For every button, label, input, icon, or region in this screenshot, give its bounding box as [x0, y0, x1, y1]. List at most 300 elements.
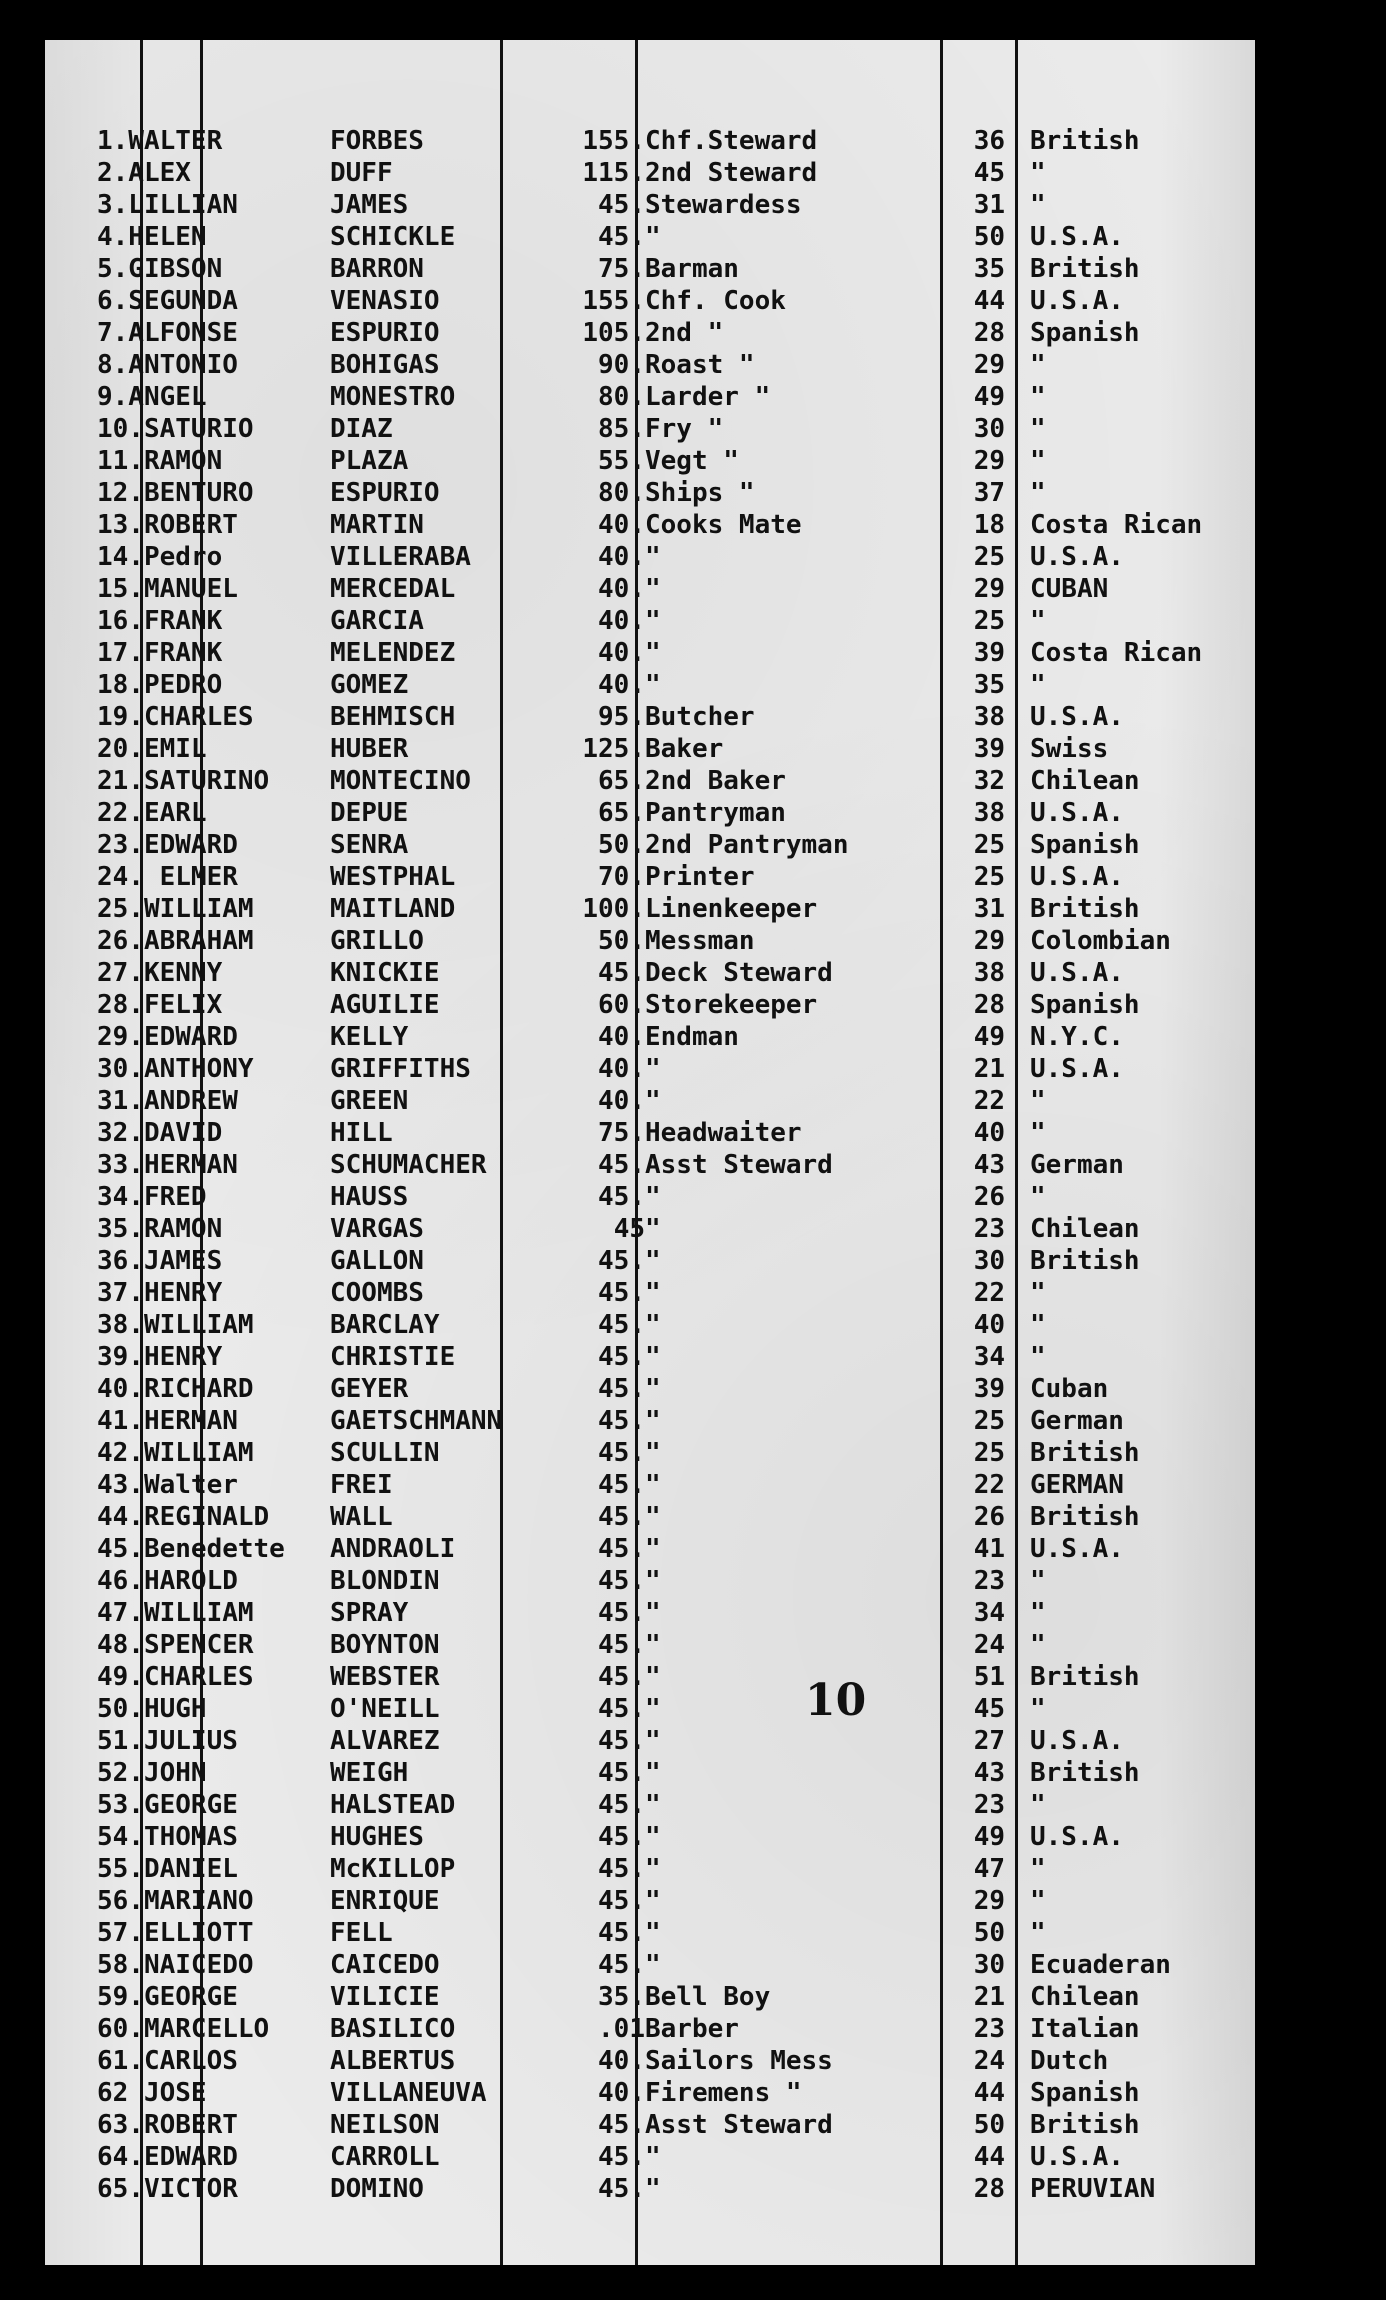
crew-row: [45, 1085, 1255, 1117]
age: 45: [973, 1694, 1005, 1724]
crew-row: [45, 925, 1255, 957]
nationality: U.S.A.: [1030, 1054, 1124, 1084]
nationality: U.S.A.: [1030, 702, 1124, 732]
last-name: MARTIN: [330, 510, 424, 540]
crew-row: [45, 989, 1255, 1021]
position: ": [645, 1598, 661, 1628]
crew-row: [45, 285, 1255, 317]
first-name: 58.NAICEDO: [97, 1950, 254, 1980]
first-name: 8.ANTONIO: [97, 350, 238, 380]
position: ": [645, 1054, 661, 1084]
wage: 40.: [598, 542, 645, 572]
first-name: 56.MARIANO: [97, 1886, 254, 1916]
age: 39: [973, 734, 1005, 764]
crew-row: [45, 125, 1255, 157]
document-page: [45, 40, 1255, 2265]
position: ": [645, 1502, 661, 1532]
crew-row: [45, 861, 1255, 893]
crew-row: [45, 189, 1255, 221]
age: 28: [973, 990, 1005, 1020]
last-name: VENASIO: [330, 286, 440, 316]
wage: 45.: [598, 1662, 645, 1692]
nationality: U.S.A.: [1030, 1534, 1124, 1564]
wage: 45.: [598, 2142, 645, 2172]
crew-row: [45, 829, 1255, 861]
last-name: MERCEDAL: [330, 574, 456, 604]
position: 2nd Pantryman: [645, 830, 849, 860]
position: ": [645, 2174, 661, 2204]
age: 25: [973, 862, 1005, 892]
nationality: ": [1030, 190, 1046, 220]
wage: 45.: [598, 222, 645, 252]
position: Endman: [645, 1022, 739, 1052]
wage: 55.: [598, 446, 645, 476]
nationality: ": [1030, 478, 1046, 508]
position: 2nd Baker: [645, 766, 786, 796]
nationality: British: [1030, 1662, 1140, 1692]
age: 31: [973, 190, 1005, 220]
first-name: 15.MANUEL: [97, 574, 238, 604]
first-name: 24. ELMER: [97, 862, 238, 892]
wage: 45.: [598, 958, 645, 988]
wage: 40.: [598, 510, 645, 540]
first-name: 23.EDWARD: [97, 830, 238, 860]
age: 25: [973, 606, 1005, 636]
wage: .01: [598, 2014, 645, 2044]
nationality: Chilean: [1030, 766, 1140, 796]
nationality: Costa Rican: [1030, 638, 1203, 668]
first-name: 4.HELEN: [97, 222, 207, 252]
wage: 65.: [598, 766, 645, 796]
position: Baker: [645, 734, 724, 764]
first-name: 26.ABRAHAM: [97, 926, 254, 956]
last-name: GREEN: [330, 1086, 409, 1116]
nationality: ": [1030, 1182, 1046, 1212]
wage: 40.: [598, 638, 645, 668]
crew-row: [45, 2109, 1255, 2141]
last-name: ENRIQUE: [330, 1886, 440, 1916]
position: Stewardess: [645, 190, 802, 220]
position: ": [645, 1694, 661, 1724]
age: 25: [973, 1406, 1005, 1436]
crew-row: [45, 2045, 1255, 2077]
first-name: 10.SATURIO: [97, 414, 254, 444]
crew-row: [45, 1597, 1255, 1629]
first-name: 41.HERMAN: [97, 1406, 238, 1436]
nationality: U.S.A.: [1030, 1822, 1124, 1852]
wage: 45.: [598, 2110, 645, 2140]
age: 23: [973, 2014, 1005, 2044]
first-name: 38.WILLIAM: [97, 1310, 254, 1340]
first-name: 65.VICTOR: [97, 2174, 238, 2204]
crew-row: [45, 541, 1255, 573]
last-name: BARCLAY: [330, 1310, 440, 1340]
last-name: PLAZA: [330, 446, 409, 476]
crew-row: [45, 1309, 1255, 1341]
last-name: HAUSS: [330, 1182, 409, 1212]
crew-row: [45, 157, 1255, 189]
first-name: 52.JOHN: [97, 1758, 207, 1788]
position: ": [645, 1758, 661, 1788]
last-name: GAETSCHMANN: [330, 1406, 503, 1436]
age: 26: [973, 1502, 1005, 1532]
position: Printer: [645, 862, 755, 892]
wage: 80.: [598, 382, 645, 412]
nationality: Spanish: [1030, 990, 1140, 1020]
position: ": [645, 1886, 661, 1916]
age: 25: [973, 542, 1005, 572]
wage: 45.: [598, 1566, 645, 1596]
nationality: British: [1030, 894, 1140, 924]
first-name: 9.ANGEL: [97, 382, 207, 412]
position: ": [645, 1086, 661, 1116]
wage: 45.: [598, 1726, 645, 1756]
wage: 45.: [598, 1694, 645, 1724]
first-name: 51.JULIUS: [97, 1726, 238, 1756]
first-name: 60.MARCELLO: [97, 2014, 270, 2044]
last-name: MONESTRO: [330, 382, 456, 412]
age: 29: [973, 926, 1005, 956]
position: 2nd ": [645, 318, 724, 348]
position: ": [645, 1214, 661, 1244]
nationality: U.S.A.: [1030, 2142, 1124, 2172]
last-name: BARRON: [330, 254, 424, 284]
wage: 45: [613, 1214, 645, 1244]
wage: 45.: [598, 1246, 645, 1276]
position: Linenkeeper: [645, 894, 818, 924]
age: 23: [973, 1790, 1005, 1820]
last-name: MONTECINO: [330, 766, 471, 796]
last-name: AGUILIE: [330, 990, 440, 1020]
wage: 45.: [598, 1630, 645, 1660]
nationality: U.S.A.: [1030, 222, 1124, 252]
nationality: U.S.A.: [1030, 798, 1124, 828]
position: Storekeeper: [645, 990, 818, 1020]
crew-row: [45, 1181, 1255, 1213]
nationality: U.S.A.: [1030, 286, 1124, 316]
wage: 155.: [582, 126, 645, 156]
wage: 45.: [598, 1374, 645, 1404]
first-name: 1.WALTER: [97, 126, 223, 156]
nationality: British: [1030, 126, 1140, 156]
wage: 45.: [598, 1182, 645, 1212]
crew-row: [45, 1853, 1255, 1885]
crew-row: [45, 2141, 1255, 2173]
page-number: 10: [805, 1675, 867, 1726]
crew-row: [45, 669, 1255, 701]
crew-row: [45, 1245, 1255, 1277]
wage: 95.: [598, 702, 645, 732]
crew-row: [45, 1789, 1255, 1821]
wage: 40.: [598, 670, 645, 700]
last-name: FORBES: [330, 126, 424, 156]
age: 35: [973, 670, 1005, 700]
crew-row: [45, 1469, 1255, 1501]
last-name: KNICKIE: [330, 958, 440, 988]
wage: 70.: [598, 862, 645, 892]
first-name: 2.ALEX: [97, 158, 191, 188]
position: Headwaiter: [645, 1118, 802, 1148]
wage: 40.: [598, 1054, 645, 1084]
first-name: 29.EDWARD: [97, 1022, 238, 1052]
first-name: 18.PEDRO: [97, 670, 223, 700]
wage: 100.: [582, 894, 645, 924]
last-name: O'NEILL: [330, 1694, 440, 1724]
crew-row: [45, 1437, 1255, 1469]
nationality: ": [1030, 1790, 1046, 1820]
nationality: Dutch: [1030, 2046, 1109, 2076]
crew-row: [45, 1949, 1255, 1981]
last-name: GEYER: [330, 1374, 409, 1404]
first-name: 49.CHARLES: [97, 1662, 254, 1692]
wage: 50.: [598, 926, 645, 956]
age: 29: [973, 1886, 1005, 1916]
last-name: BOYNTON: [330, 1630, 440, 1660]
age: 39: [973, 638, 1005, 668]
nationality: German: [1030, 1406, 1124, 1436]
nationality: ": [1030, 1342, 1046, 1372]
last-name: DUFF: [330, 158, 393, 188]
age: 45: [973, 158, 1005, 188]
last-name: SCULLIN: [330, 1438, 440, 1468]
first-name: 42.WILLIAM: [97, 1438, 254, 1468]
last-name: COOMBS: [330, 1278, 424, 1308]
wage: 45.: [598, 1950, 645, 1980]
crew-row: [45, 2173, 1255, 2205]
age: 22: [973, 1086, 1005, 1116]
last-name: MAITLAND: [330, 894, 456, 924]
position: Ships ": [645, 478, 755, 508]
last-name: SENRA: [330, 830, 409, 860]
nationality: ": [1030, 1854, 1046, 1884]
nationality: ": [1030, 382, 1046, 412]
first-name: 16.FRANK: [97, 606, 223, 636]
wage: 45.: [598, 1598, 645, 1628]
wage: 80.: [598, 478, 645, 508]
crew-row: [45, 573, 1255, 605]
crew-row: [45, 349, 1255, 381]
crew-row: [45, 253, 1255, 285]
first-name: 21.SATURINO: [97, 766, 270, 796]
last-name: BOHIGAS: [330, 350, 440, 380]
age: 35: [973, 254, 1005, 284]
last-name: HILL: [330, 1118, 393, 1148]
position: Vegt ": [645, 446, 739, 476]
last-name: WEIGH: [330, 1758, 409, 1788]
position: ": [645, 1374, 661, 1404]
first-name: 3.LILLIAN: [97, 190, 238, 220]
last-name: CAICEDO: [330, 1950, 440, 1980]
last-name: WESTPHAL: [330, 862, 456, 892]
crew-row: [45, 477, 1255, 509]
nationality: GERMAN: [1030, 1470, 1124, 1500]
crew-row: [45, 733, 1255, 765]
nationality: British: [1030, 2110, 1140, 2140]
wage: 45.: [598, 1470, 645, 1500]
crew-row: [45, 701, 1255, 733]
wage: 45.: [598, 1758, 645, 1788]
nationality: Cuban: [1030, 1374, 1109, 1404]
first-name: 50.HUGH: [97, 1694, 207, 1724]
wage: 45.: [598, 1438, 645, 1468]
crew-row: [45, 797, 1255, 829]
first-name: 33.HERMAN: [97, 1150, 238, 1180]
wage: 115.: [582, 158, 645, 188]
position: ": [645, 670, 661, 700]
age: 21: [973, 1054, 1005, 1084]
first-name: 19.CHARLES: [97, 702, 254, 732]
age: 22: [973, 1470, 1005, 1500]
age: 36: [973, 126, 1005, 156]
last-name: ESPURIO: [330, 318, 440, 348]
wage: 40.: [598, 1022, 645, 1052]
last-name: FREI: [330, 1470, 393, 1500]
nationality: Swiss: [1030, 734, 1109, 764]
position: ": [645, 1950, 661, 1980]
nationality: ": [1030, 1278, 1046, 1308]
wage: 45.: [598, 1886, 645, 1916]
last-name: ANDRAOLI: [330, 1534, 456, 1564]
last-name: SPRAY: [330, 1598, 409, 1628]
age: 49: [973, 1822, 1005, 1852]
position: ": [645, 1726, 661, 1756]
age: 49: [973, 1022, 1005, 1052]
nationality: ": [1030, 1630, 1046, 1660]
crew-row: [45, 1277, 1255, 1309]
crew-row: [45, 445, 1255, 477]
crew-row: [45, 1629, 1255, 1661]
first-name: 62 JOSE: [97, 2078, 207, 2108]
crew-row: [45, 2013, 1255, 2045]
age: 30: [973, 1246, 1005, 1276]
crew-row: [45, 1533, 1255, 1565]
age: 27: [973, 1726, 1005, 1756]
position: ": [645, 638, 661, 668]
age: 25: [973, 830, 1005, 860]
age: 30: [973, 414, 1005, 444]
wage: 40.: [598, 2078, 645, 2108]
age: 37: [973, 478, 1005, 508]
nationality: ": [1030, 1598, 1046, 1628]
last-name: VILLERABA: [330, 542, 471, 572]
last-name: GARCIA: [330, 606, 424, 636]
position: ": [645, 574, 661, 604]
first-name: 47.WILLIAM: [97, 1598, 254, 1628]
wage: 45.: [598, 1406, 645, 1436]
wage: 45.: [598, 1310, 645, 1340]
age: 23: [973, 1566, 1005, 1596]
last-name: VILICIE: [330, 1982, 440, 2012]
first-name: 13.ROBERT: [97, 510, 238, 540]
first-name: 5.GIBSON: [97, 254, 223, 284]
first-name: 55.DANIEL: [97, 1854, 238, 1884]
last-name: GALLON: [330, 1246, 424, 1276]
age: 24: [973, 1630, 1005, 1660]
last-name: FELL: [330, 1918, 393, 1948]
position: Barber: [645, 2014, 739, 2044]
crew-row: [45, 317, 1255, 349]
wage: 50.: [598, 830, 645, 860]
last-name: BLONDIN: [330, 1566, 440, 1596]
nationality: Ecuaderan: [1030, 1950, 1171, 1980]
nationality: U.S.A.: [1030, 958, 1124, 988]
nationality: ": [1030, 350, 1046, 380]
nationality: British: [1030, 1246, 1140, 1276]
first-name: 45.Benedette: [97, 1534, 285, 1564]
last-name: VARGAS: [330, 1214, 424, 1244]
age: 23: [973, 1214, 1005, 1244]
crew-row: [45, 1117, 1255, 1149]
last-name: CARROLL: [330, 2142, 440, 2172]
first-name: 32.DAVID: [97, 1118, 223, 1148]
position: ": [645, 1630, 661, 1660]
position: Asst Steward: [645, 1150, 833, 1180]
wage: 105.: [582, 318, 645, 348]
first-name: 59.GEORGE: [97, 1982, 238, 2012]
first-name: 37.HENRY: [97, 1278, 223, 1308]
nationality: Chilean: [1030, 1982, 1140, 2012]
first-name: 35.RAMON: [97, 1214, 223, 1244]
crew-row: [45, 1725, 1255, 1757]
crew-row: [45, 413, 1255, 445]
wage: 40.: [598, 606, 645, 636]
last-name: DIAZ: [330, 414, 393, 444]
age: 29: [973, 446, 1005, 476]
first-name: 63.ROBERT: [97, 2110, 238, 2140]
position: Pantryman: [645, 798, 786, 828]
last-name: WALL: [330, 1502, 393, 1532]
crew-row: [45, 1213, 1255, 1245]
age: 38: [973, 798, 1005, 828]
first-name: 11.RAMON: [97, 446, 223, 476]
position: ": [645, 1406, 661, 1436]
first-name: 12.BENTURO: [97, 478, 254, 508]
position: Chf.Steward: [645, 126, 818, 156]
first-name: 53.GEORGE: [97, 1790, 238, 1820]
nationality: ": [1030, 414, 1046, 444]
age: 28: [973, 318, 1005, 348]
nationality: German: [1030, 1150, 1124, 1180]
wage: 45.: [598, 1790, 645, 1820]
nationality: ": [1030, 670, 1046, 700]
crew-row: [45, 1021, 1255, 1053]
wage: 45.: [598, 1822, 645, 1852]
age: 44: [973, 2142, 1005, 2172]
position: ": [645, 1566, 661, 1596]
position: Fry ": [645, 414, 724, 444]
position: ": [645, 1310, 661, 1340]
crew-row: [45, 2077, 1255, 2109]
wage: 45.: [598, 190, 645, 220]
nationality: N.Y.C.: [1030, 1022, 1124, 1052]
first-name: 25.WILLIAM: [97, 894, 254, 924]
last-name: ESPURIO: [330, 478, 440, 508]
wage: 45.: [598, 1918, 645, 1948]
position: ": [645, 1342, 661, 1372]
age: 41: [973, 1534, 1005, 1564]
age: 28: [973, 2174, 1005, 2204]
wage: 65.: [598, 798, 645, 828]
age: 49: [973, 382, 1005, 412]
first-name: 46.HAROLD: [97, 1566, 238, 1596]
last-name: WEBSTER: [330, 1662, 440, 1692]
wage: 75.: [598, 254, 645, 284]
first-name: 48.SPENCER: [97, 1630, 254, 1660]
crew-row: [45, 1565, 1255, 1597]
last-name: KELLY: [330, 1022, 409, 1052]
nationality: Italian: [1030, 2014, 1140, 2044]
age: 25: [973, 1438, 1005, 1468]
